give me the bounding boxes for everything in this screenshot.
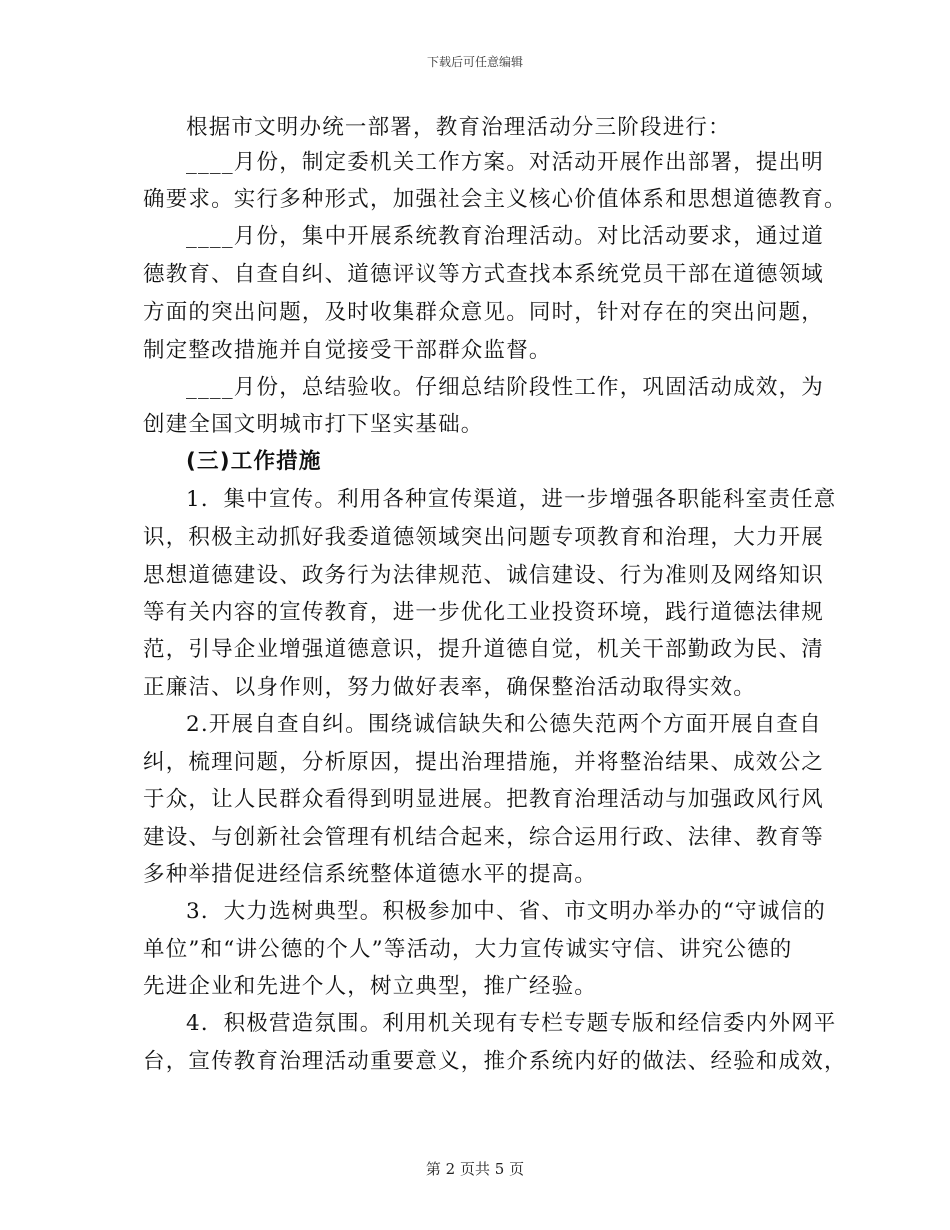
text-line: 范，引导企业增强道德意识，提升道德自觉，机关干部勤政为民、清	[143, 637, 825, 662]
text-line: 识，积极主动抓好我委道德领域突出问题专项教育和治理，大力开展	[143, 525, 825, 550]
page-footer: 第 2 页共 5 页	[425, 1160, 525, 1178]
text-line: 等有关内容的宣传教育，进一步优化工业投资环境，践行道德法律规	[143, 600, 825, 625]
text-line: ____月份，总结验收。仔细总结阶段性工作，巩固活动成效，为	[186, 375, 825, 400]
text-line: 根据市文明办统一部署，教育治理活动分三阶段进行：	[186, 115, 731, 140]
text-line: 建设、与创新社会管理有机结合起来，综合运用行政、法律、教育等	[143, 825, 825, 850]
text-line: 德教育、自查自纠、道德评议等方式查找本系统党员干部在道德领域	[143, 262, 825, 287]
text-line: 2.开展自查自纠。围绕诚信缺失和公德失范两个方面开展自查自	[186, 712, 822, 737]
section-heading: (三)工作措施	[186, 449, 322, 474]
text-line: 方面的突出问题，及时收集群众意见。同时，针对存在的突出问题，	[143, 300, 825, 325]
text-line: 确要求。实行多种形式，加强社会主义核心价值体系和思想道德教育。	[143, 187, 847, 212]
text-line: 台，宣传教育治理活动重要意义，推介系统内好的做法、经验和成效，	[143, 1049, 847, 1074]
text-line: 多种举措促进经信系统整体道德水平的提高。	[143, 862, 598, 887]
page-header: 下载后可任意编辑	[426, 55, 523, 69]
text-line: 3．大力选树典型。积极参加中、省、市文明办举办的“守诚信的	[186, 899, 826, 924]
text-line: 制定整改措施并自觉接受干部群众监督。	[143, 338, 552, 363]
text-line: ____月份，集中开展系统教育治理活动。对比活动要求，通过道	[186, 224, 825, 249]
text-line: 4．积极营造氛围。利用机关现有专栏专题专版和经信委内外网平	[186, 1011, 837, 1036]
text-line: 先进企业和先进个人，树立典型，推广经验。	[143, 974, 598, 999]
text-line: ____月份，制定委机关工作方案。对活动开展作出部署，提出明	[186, 150, 825, 175]
text-line: 单位”和“讲公德的个人”等活动，大力宣传诚实守信、讲究公德的	[143, 937, 793, 962]
text-line: 创建全国文明城市打下坚实基础。	[143, 412, 484, 437]
text-line: 正廉洁、以身作则，努力做好表率，确保整治活动取得实效。	[143, 675, 756, 700]
text-line: 于众，让人民群众看得到明显进展。把教育治理活动与加强政风行风	[143, 787, 825, 812]
text-line: 纠，梳理问题，分析原因，提出治理措施，并将整治结果、成效公之	[143, 750, 825, 775]
text-line: 思想道德建设、政务行为法律规范、诚信建设、行为准则及网络知识	[143, 563, 825, 588]
text-line: 1．集中宣传。利用各种宣传渠道，进一步增强各职能科室责任意	[186, 487, 837, 512]
